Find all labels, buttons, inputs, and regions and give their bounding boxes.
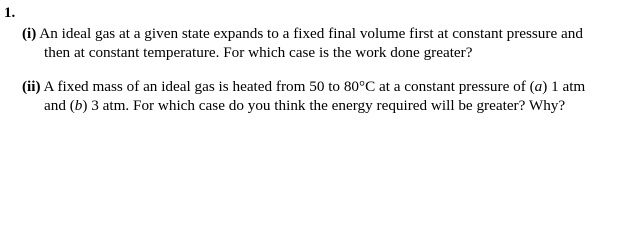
part-2-case-b: b	[74, 97, 83, 114]
part-2-text-line-1b: ) 1 atm	[542, 78, 586, 95]
question-number: 1.	[4, 5, 16, 21]
part-1-line-1	[22, 24, 634, 43]
part-2-text-line-1a: A fixed mass of an ideal gas is heated from 50 to 80°C at a constant pressure of (	[40, 78, 535, 95]
part-1-label: (i)	[22, 25, 37, 42]
part-2-label: (ii)	[22, 78, 41, 95]
part-1-text-line-1: An ideal gas at a given state expands to a fixed final volume first at constant pressure and	[36, 25, 583, 42]
part-2-line-1	[22, 77, 634, 96]
part-2-text-line-2b: ) 3 atm. For which case do you think the energy required will be greater? Why?	[82, 97, 566, 114]
part-2-text-line-2a: and (	[44, 97, 75, 114]
part-1-text-line-2: then at constant temperature. For which case is the work done greater?	[44, 44, 473, 61]
part-2-line-2	[22, 96, 634, 115]
question-part-2	[22, 77, 634, 115]
part-2-case-a: a	[534, 78, 543, 95]
question-part-1	[22, 24, 634, 62]
